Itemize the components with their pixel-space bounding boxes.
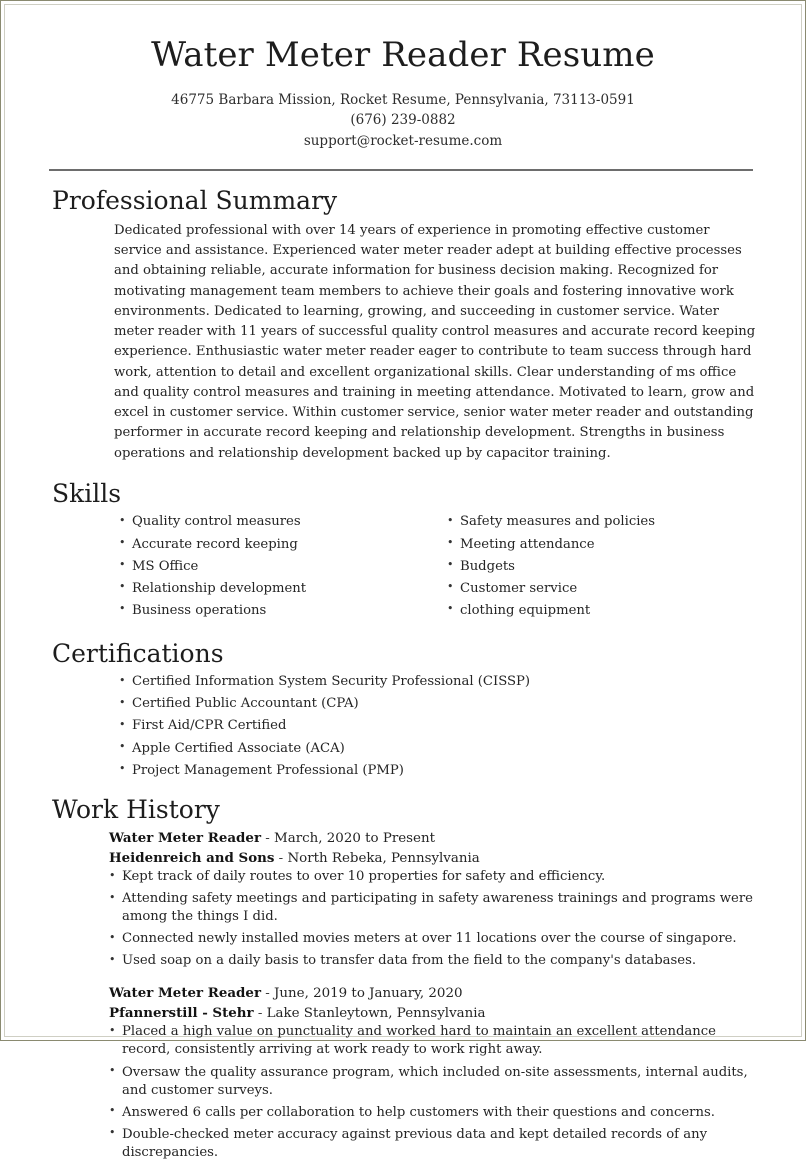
page-title: Water Meter Reader Resume	[151, 35, 655, 75]
job-dates: June, 2019 to January, 2020	[274, 986, 463, 1002]
list-item: • Oversaw the quality assurance program, which included on-site assessments, internal audits, and customer surveys.	[109, 1064, 764, 1100]
job-dates: March, 2020 to Present	[274, 831, 435, 847]
list-item: • Certified Information System Security Professional (CISSP)	[119, 673, 764, 691]
job-bullets	[109, 1023, 764, 1162]
section-title-professional-summary: Professional Summary	[52, 186, 338, 216]
job-company: Pfannerstill - Stehr	[109, 1004, 254, 1021]
contact-phone: (676) 239-0882	[350, 112, 456, 129]
section-title-skills: Skills	[52, 478, 122, 508]
contact-address: 46775 Barbara Mission, Rocket Resume, Pennsylvania, 73113-0591	[171, 91, 635, 108]
job-separator: -	[274, 850, 288, 866]
certifications-list-wrap	[119, 673, 764, 779]
list-item: • Quality control measures	[119, 513, 447, 531]
job-location: North Rebeka, Pennsylvania	[287, 850, 480, 866]
skills-column-1	[119, 513, 447, 623]
job-title: Water Meter Reader	[109, 985, 261, 1002]
list-item: • Project Management Professional (PMP)	[119, 762, 764, 780]
list-item: • Meeting attendance	[447, 536, 775, 554]
list-item: • Relationship development	[119, 580, 447, 598]
skills-columns	[119, 513, 764, 623]
list-item: • clothing equipment	[447, 602, 775, 620]
list-item: • First Aid/CPR Certified	[119, 717, 764, 735]
section-title-certifications: Certifications	[52, 638, 224, 668]
section-work-history	[52, 796, 764, 1162]
list-item: • Used soap on a daily basis to transfer data from the field to the company's databases.	[109, 952, 764, 970]
list-item: • Customer service	[447, 580, 775, 598]
list-item: • Budgets	[447, 558, 775, 576]
job-separator: -	[261, 986, 275, 1002]
list-item: • Placed a high value on punctuality and worked hard to maintain an excellent attendance record, consistently arriving at work ready to work right away.	[109, 1023, 764, 1059]
job-title: Water Meter Reader	[109, 830, 261, 847]
list-item: • Attending safety meetings and participating in safety awareness trainings and programs were among the things I did.	[109, 890, 764, 926]
resume-content	[2, 187, 804, 1162]
list-item: • Safety measures and policies	[447, 513, 775, 531]
list-item: • Double-checked meter accuracy against previous data and kept detailed records of any discrepancies.	[109, 1126, 764, 1162]
list-item: • Certified Public Accountant (CPA)	[119, 695, 764, 713]
job-company: Heidenreich and Sons	[109, 849, 275, 866]
work-history-entry	[109, 984, 764, 1161]
list-item: • Connected newly installed movies meters at over 11 locations over the course of singapore.	[109, 930, 764, 948]
section-professional-summary	[52, 187, 764, 464]
section-skills	[52, 480, 764, 624]
skills-list-2	[447, 513, 775, 619]
work-history-entry	[109, 829, 764, 970]
resume-header	[2, 2, 804, 151]
section-certifications	[52, 640, 764, 780]
list-item: • Apple Certified Associate (ACA)	[119, 740, 764, 758]
professional-summary-text: Dedicated professional with over 14 years of experience in promoting effective customer service and assistance. Experienced water meter reader adept at building effective processes and obtaining reliable, accurate information for business decision making. Recognized for motivating management team members to achieve their goals and fostering innovative work environments. Dedicated to learning, growing, and succeeding in customer service. Water meter reader with 11 years of successful quality control measures and accurate record keeping experience. Enthusiastic water meter reader eager to contribute to team success through hard work, attention to detail and excellent organizational skills. Clear understanding of ms office and quality control measures and training in meeting attendance. Motivated to learn, grow and excel in customer service. Within customer service, senior water meter reader and outstanding performer in accurate record keeping and relationship development. Strengths in business operations and relationship development backed up by capacitor training.	[114, 222, 756, 461]
section-title-work-history: Work History	[52, 794, 220, 824]
list-item: • Kept track of daily routes to over 10 properties for safety and efficiency.	[109, 868, 764, 886]
job-separator: -	[261, 831, 275, 847]
list-item: • MS Office	[119, 558, 447, 576]
job-company-line	[109, 849, 764, 868]
job-company-line	[109, 1004, 764, 1023]
job-bullets	[109, 868, 764, 970]
skills-column-2	[447, 513, 775, 623]
contact-email: support@rocket-resume.com	[303, 132, 503, 149]
list-item: • Accurate record keeping	[119, 536, 447, 554]
list-item: • Answered 6 calls per collaboration to help customers with their questions and concerns.	[109, 1104, 764, 1122]
header-divider	[49, 169, 753, 171]
work-history-entries	[52, 829, 764, 1162]
job-separator: -	[253, 1005, 267, 1021]
job-title-line	[109, 829, 764, 848]
job-location: Lake Stanleytown, Pennsylvania	[266, 1005, 486, 1021]
job-title-line	[109, 984, 764, 1003]
skills-list-1	[119, 513, 447, 619]
list-item: • Business operations	[119, 602, 447, 620]
certifications-list	[119, 673, 764, 779]
resume-page-inner	[1, 1, 805, 1160]
